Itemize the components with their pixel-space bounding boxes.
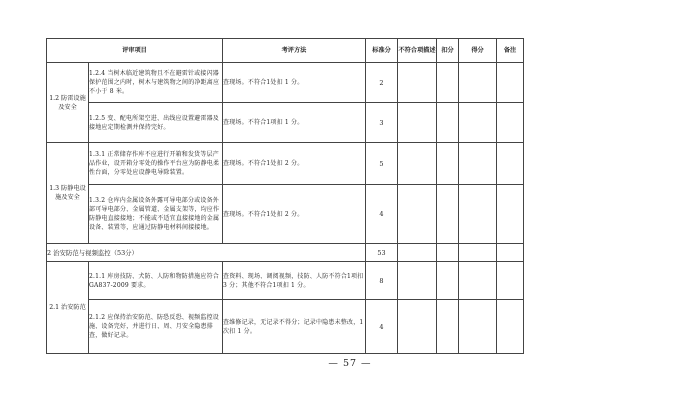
header-remark: 备注: [497, 39, 524, 63]
category-cell: 1.2 防雷设施及安全: [47, 63, 89, 143]
score-cell: [459, 103, 497, 143]
score-cell: [459, 63, 497, 103]
noncompliance-cell: [398, 185, 437, 244]
deduct-cell: [437, 244, 459, 262]
noncompliance-cell: [398, 103, 437, 143]
score-cell: [459, 244, 497, 262]
remark-cell: [497, 262, 524, 300]
method-cell: 查现场。不符合1处扣 2 分。: [223, 143, 366, 185]
category-cell: 2.1 治安防范: [47, 262, 89, 354]
item-cell: 1.3.1 正常储存作库不应进行开箱和发货等层产品作业，设开箱分零处的操作平台应为防静电柔性台面，分零处应设静电导除装置。: [89, 143, 223, 185]
header-standard: 标准分: [366, 39, 398, 63]
item-cell: 1.2.4 当树木临近建筑物且不在避雷针或接闪器保护范围之内时，树木与建筑物之间的净距离应不小于 8 米。: [89, 63, 223, 103]
table-row: [47, 185, 524, 244]
header-method: 考评方法: [223, 39, 366, 63]
section-row: [47, 244, 524, 262]
table-row: [47, 262, 524, 300]
deduct-cell: [437, 63, 459, 103]
standard-score-cell: 2: [366, 63, 398, 103]
table-row: [47, 300, 524, 354]
evaluation-table: [46, 38, 524, 354]
deduct-cell: [437, 143, 459, 185]
header-noncompliance: 不符合项描述: [398, 39, 437, 63]
remark-cell: [497, 63, 524, 103]
method-cell: 查现场。不符合1处扣 1 分。: [223, 63, 366, 103]
method-cell: 查资料、现场、调阅视频，技防、人防不符合1项扣 3 分；其他不符合1项扣 1 分。: [223, 262, 366, 300]
header-item: 评审项目: [47, 39, 223, 63]
item-cell: 1.2.5 变、配电所架空进、出线应设置避雷器及接地应定期检测并保持完好。: [89, 103, 223, 143]
section-title: 2 治安防范与视频监控（53分）: [47, 244, 366, 262]
remark-cell: [497, 244, 524, 262]
table-row: [47, 103, 524, 143]
noncompliance-cell: [398, 143, 437, 185]
deduct-cell: [437, 300, 459, 354]
noncompliance-cell: [398, 63, 437, 103]
method-cell: 查维修记录，无记录不得分；记录中隐患未整改，1次扣 1 分。: [223, 300, 366, 354]
noncompliance-cell: [398, 300, 437, 354]
score-cell: [459, 262, 497, 300]
deduct-cell: [437, 103, 459, 143]
deduct-cell: [437, 262, 459, 300]
remark-cell: [497, 185, 524, 244]
page-number: — 57 —: [328, 358, 372, 369]
item-cell: 2.1.1 库房技防、犬防、人防和物防措施应符合 GA837-2009 要求。: [89, 262, 223, 300]
standard-score-cell: 4: [366, 185, 398, 244]
table-header-row: [47, 39, 524, 63]
remark-cell: [497, 103, 524, 143]
standard-score-cell: 5: [366, 143, 398, 185]
score-cell: [459, 185, 497, 244]
item-cell: 1.3.2 仓库内金属设备外露可导电部分或设备外部可导电部分、金属管道、金属支架等，均应作防静电直接接地；不能或不适宜直接接地的金属设备、装置等，应通过防静电材料间接接地。: [89, 185, 223, 244]
method-cell: 查现场。不符合1项扣 1 分。: [223, 103, 366, 143]
deduct-cell: [437, 185, 459, 244]
remark-cell: [497, 143, 524, 185]
category-cell: 1.3 防静电设施及安全: [47, 143, 89, 244]
score-cell: [459, 300, 497, 354]
standard-score-cell: 3: [366, 103, 398, 143]
remark-cell: [497, 300, 524, 354]
section-standard-score: 53: [366, 244, 398, 262]
noncompliance-cell: [398, 244, 437, 262]
method-cell: 查现场。不符合1处扣 2 分。: [223, 185, 366, 244]
item-cell: 2.1.2 应保持治安防范、防恐反恐、视频监控设施、设备完好，并进行日、周、月安全隐患排查，做好记录。: [89, 300, 223, 354]
header-score: 得分: [459, 39, 497, 63]
noncompliance-cell: [398, 262, 437, 300]
standard-score-cell: 8: [366, 262, 398, 300]
score-cell: [459, 143, 497, 185]
table-row: [47, 63, 524, 103]
table-row: [47, 143, 524, 185]
standard-score-cell: 4: [366, 300, 398, 354]
header-deduct: 扣分: [437, 39, 459, 63]
